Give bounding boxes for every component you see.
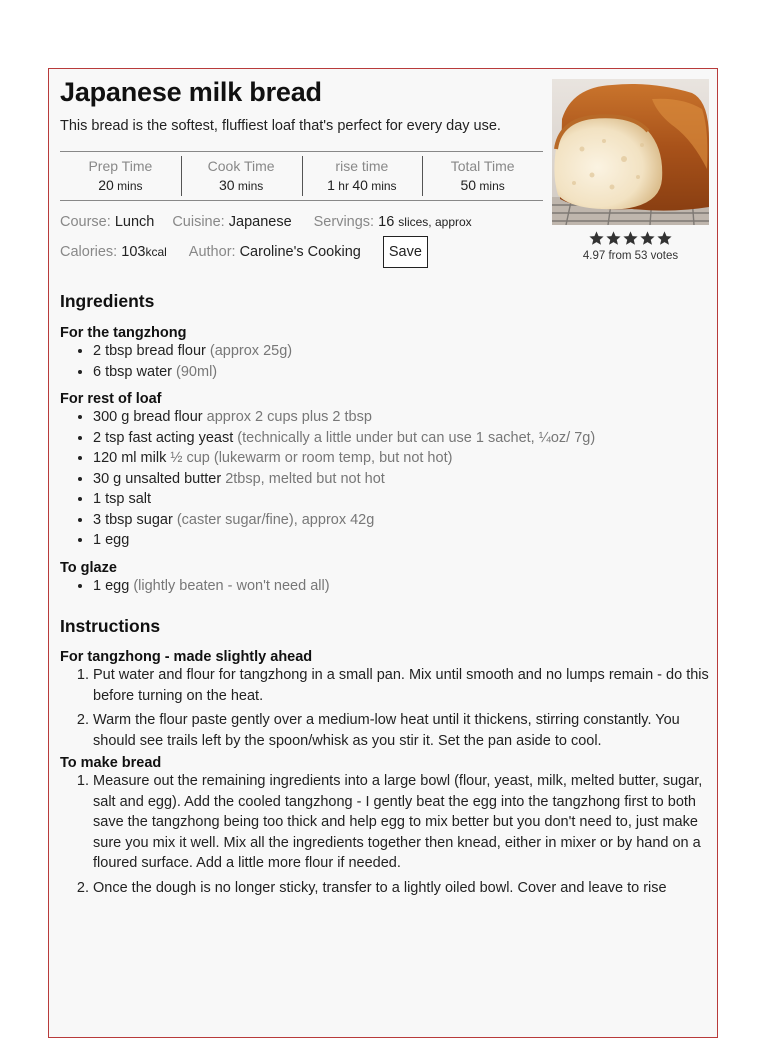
- ingredient-text: 1 egg: [93, 577, 130, 594]
- recipe-photo: [552, 79, 709, 225]
- ingredient-note: ½ cup (lukewarm or room temp, but not hot): [166, 450, 453, 466]
- time-number: 40: [352, 177, 368, 193]
- ingredients-list: [60, 325, 710, 596]
- ingredient-group-list: [60, 576, 710, 597]
- ingredient-item: [93, 428, 710, 449]
- servings-value[interactable]: 16: [378, 214, 395, 230]
- star-icon[interactable]: [605, 230, 622, 247]
- time-number: 30: [219, 177, 235, 193]
- save-button[interactable]: Save: [383, 236, 428, 268]
- time-cell: [60, 152, 181, 200]
- ingredient-text: 300 g bread flour: [93, 409, 203, 425]
- star-rating[interactable]: [552, 230, 709, 250]
- ingredient-text: 3 tbsp sugar: [93, 511, 173, 528]
- time-value: [422, 177, 543, 193]
- calories-label: Calories:: [60, 244, 118, 260]
- ingredient-text: 30 g unsalted butter: [93, 470, 222, 487]
- recipe-rating: [552, 230, 709, 262]
- calories-unit: kcal: [145, 245, 167, 259]
- time-unit: mins: [234, 179, 264, 193]
- servings-label: Servings:: [313, 214, 375, 230]
- time-label: Total Time: [450, 158, 515, 174]
- ingredient-note: (approx 25g): [205, 343, 293, 359]
- instruction-step-list: [60, 665, 710, 751]
- ingredient-note: (lightly beaten - won't need all): [129, 577, 330, 594]
- time-unit: mins: [367, 179, 397, 193]
- time-number: 1: [327, 177, 335, 193]
- ingredient-text: 2 tbsp bread flour: [93, 343, 206, 359]
- instruction-step: 1. Put water and flour for tangzhong in a small pan. Mix until smooth and no lumps remain - do this before turning on the heat.: [93, 665, 710, 706]
- ingredient-note: 2tbsp, melted but not hot: [221, 470, 385, 487]
- bread-photo-image: [552, 79, 709, 225]
- recipe-meta-row-2: [60, 236, 428, 268]
- recipe-summary: This bread is the softest, fluffiest loaf that's perfect for every day use.: [60, 118, 501, 134]
- cuisine-value: Japanese: [228, 214, 292, 230]
- recipe-content: [60, 291, 710, 902]
- calories-value: 103: [121, 244, 146, 260]
- time-label: Prep Time: [88, 158, 153, 174]
- instruction-step: 1. Measure out the remaining ingredients into a large bowl (flour, yeast, milk, melted butter, sugar, salt and egg). Add the cooled tangzhong - I gently beat the egg into the tangzhong first to both save the tangzhong being too thick and help egg to mix better but you don't need to, just make sure you mix it well. Mix all the ingredients together then knead, either in mixer or by hand on a floured surface. Add a little more flour if needed.: [93, 771, 710, 874]
- recipe-times: [60, 151, 543, 201]
- time-number: 20: [98, 177, 114, 193]
- star-icon[interactable]: [622, 230, 639, 247]
- time-unit: mins: [113, 179, 143, 193]
- instruction-step: 2. Once the dough is no longer sticky, transfer to a lightly oiled bowl. Cover and leave to rise: [93, 878, 710, 899]
- instruction-step: 2. Warm the flour paste gently over a medium-low heat until it thickens, stirring constantly. You should see trails left by the spoon/whisk as you stir it. Set the pan aside to cool.: [93, 710, 710, 751]
- time-label: rise time: [335, 158, 389, 174]
- time-number: 50: [460, 177, 477, 193]
- recipe-meta-row-1: [60, 214, 472, 230]
- star-icon[interactable]: [656, 230, 673, 247]
- ingredient-note: (technically a little under but can use 1 sachet, ¼oz/ 7g): [233, 429, 596, 446]
- time-cell: [181, 152, 302, 200]
- ingredient-item: [93, 469, 710, 490]
- ingredient-text: 1 tsp salt: [93, 491, 152, 507]
- instructions-list: [60, 649, 710, 898]
- time-label: Cook Time: [207, 158, 275, 174]
- time-value: [181, 177, 302, 193]
- star-icon[interactable]: [588, 230, 605, 247]
- instruction-group-heading: For tangzhong - made slightly ahead: [60, 649, 313, 665]
- time-value: [302, 177, 423, 193]
- time-cell: [422, 152, 543, 200]
- instructions-heading: Instructions: [60, 616, 161, 636]
- ingredient-item: [93, 489, 710, 510]
- star-icon[interactable]: [639, 230, 656, 247]
- ingredient-item: [93, 341, 710, 362]
- ingredient-item: [93, 407, 710, 428]
- ingredient-group-heading: To glaze: [60, 559, 117, 576]
- time-value: [60, 177, 181, 193]
- ingredient-item: [93, 576, 710, 597]
- ingredient-text: 6 tbsp water: [93, 363, 172, 380]
- ingredient-item: [93, 362, 710, 383]
- rating-votes: 4.97 from 53 votes: [582, 250, 679, 262]
- ingredient-group-list: [60, 341, 710, 382]
- time-cell: [302, 152, 423, 200]
- servings-unit: slices, approx: [398, 215, 472, 229]
- ingredient-item: [93, 510, 710, 531]
- time-unit: hr: [334, 179, 353, 193]
- ingredient-item: [93, 530, 710, 551]
- ingredient-text: 2 tsp fast acting yeast: [93, 429, 234, 446]
- recipe-card: [48, 68, 718, 1038]
- ingredient-text: 1 egg: [93, 532, 130, 548]
- ingredients-heading: Ingredients: [60, 291, 155, 311]
- ingredient-item: [93, 448, 710, 469]
- author-value: Caroline's Cooking: [239, 244, 361, 260]
- recipe-title: Japanese milk bread: [60, 77, 322, 107]
- ingredient-group-heading: For rest of loaf: [60, 391, 162, 407]
- ingredient-note: (90ml): [172, 363, 218, 380]
- author-label: Author:: [188, 244, 236, 260]
- course-label: Course:: [60, 214, 111, 230]
- cuisine-label: Cuisine:: [172, 214, 225, 230]
- time-unit: mins: [476, 179, 505, 193]
- ingredient-group-heading: For the tangzhong: [60, 325, 187, 341]
- ingredient-note: (caster sugar/fine), approx 42g: [172, 511, 375, 528]
- ingredient-text: 120 ml milk: [93, 450, 167, 466]
- instruction-step-list: [60, 771, 710, 898]
- ingredient-group-list: [60, 407, 710, 551]
- course-value: Lunch: [114, 214, 155, 230]
- ingredient-note: approx 2 cups plus 2 tbsp: [202, 409, 372, 425]
- instruction-group-heading: To make bread: [60, 755, 162, 771]
